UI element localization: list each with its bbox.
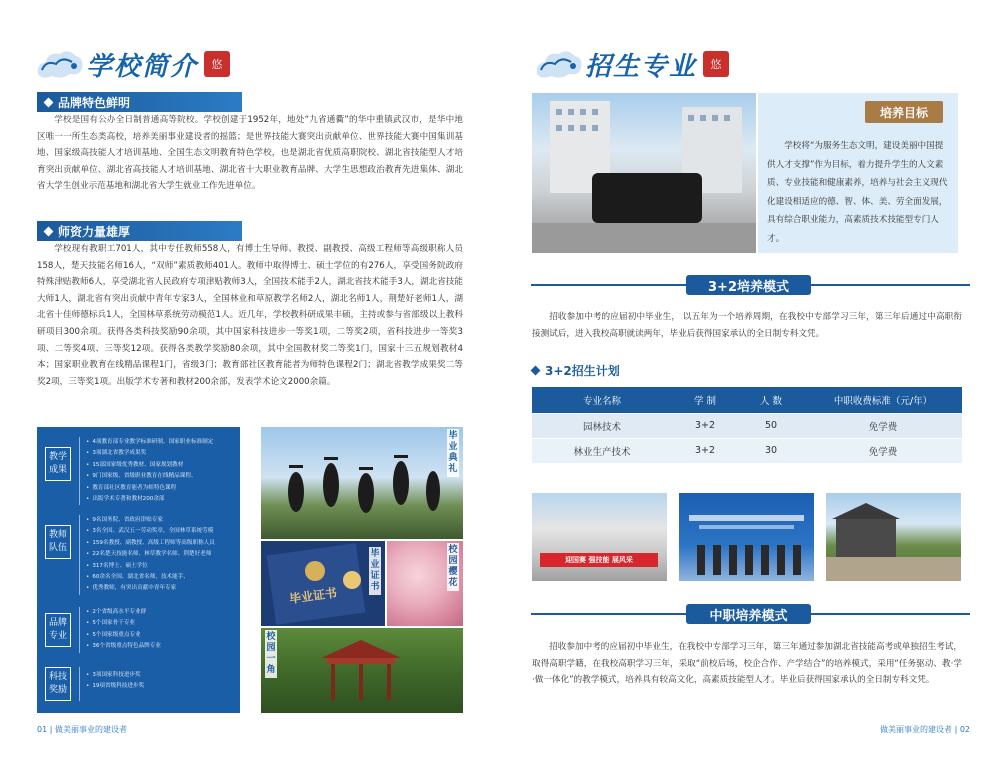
page-number: 02 (959, 725, 970, 734)
diamond-icon (531, 366, 541, 376)
mode-3plus2-header (531, 275, 970, 295)
summary-item: • 36个省级重点特色品牌专业 (86, 641, 161, 652)
ceremony-photo (679, 493, 814, 581)
summary-tag: 科技奖励 (45, 667, 71, 701)
table-cell: 3+2 (672, 438, 738, 463)
photo-label: 校园樱花 (447, 543, 459, 591)
campus-pavilion-photo (261, 628, 463, 713)
summary-item: • 3项湖北省教学成果奖 (86, 448, 213, 459)
summary-tag: 教学成果 (45, 447, 71, 481)
mode-label: 3+2培养模式 (686, 275, 811, 295)
graduates-group-photo (532, 93, 756, 253)
summary-item: • 出版学术专著和教材200余部 (86, 494, 213, 505)
right-footer: 做美丽事业的建设者 | 02 (880, 725, 970, 734)
campus-building-photo (826, 493, 961, 581)
brand-paragraph: 学校是国有公办全日制普通高等院校。学校创建于1952年，地处“九省通衢”的华中重镇武汉市，是华中地区唯一一所生态类高校，培养美丽事业建设者的摇篮；是世界技能大赛突出贡献单位、世界技能大赛中国集训基地、国家级高技能人才培训基地、全国生态文明教育特色学校，也是湖北省优质高职院校、湖北省技能型人才培育突出贡献单位、湖北省高技能人才培训基地、湖北省十大职业教育品牌、大学生思想政治教育先进集体、湖北省大学生创业示范基地和湖北省大学生就业工作先进单位。 (37, 115, 463, 192)
summary-item: • 3名全国、武汉五一劳动奖章，全国林草系统劳模 (86, 526, 215, 537)
right-page (501, 0, 1002, 768)
seal-stamp: 悠 (703, 51, 729, 77)
summary-group-teachers (45, 515, 215, 595)
competition-photo (532, 493, 667, 581)
summary-item: • 159名教授、副教授、高级工程师等高级职称人员 (86, 538, 215, 549)
goal-badge: 培养目标 (865, 101, 943, 123)
summary-item: • 22名楚天技能名师、林草教学名师、荆楚好老师 (86, 549, 215, 560)
summary-items (86, 607, 161, 653)
enrollment-plan-table (532, 387, 962, 463)
summary-box (37, 427, 240, 713)
goal-text: 学校将“为服务生态文明，建设美丽中国提供人才支撑”作为目标，着力提升学生的人文素质、专业技能和健康素养，培养与社会主义现代化建设相适应的德、智、体、美、劳全面发展，具有综合职业能力，高素质技术技能型专门人才。 (767, 141, 948, 244)
summary-group-teaching (45, 437, 213, 505)
right-title-block (533, 40, 729, 88)
photo-label: 毕业证书 (369, 547, 381, 595)
photo-label: 校园一角 (265, 630, 277, 678)
cherry-blossom-photo (387, 541, 463, 626)
page-title: 学校简介 (86, 51, 199, 82)
summary-items (86, 667, 144, 701)
summary-item: • 4项教育部专业教学标准研制、国家职业标准制定 (86, 437, 213, 448)
table-cell: 50 (738, 413, 804, 438)
table-cell: 3+2 (672, 413, 738, 438)
section-faculty-header (37, 221, 242, 241)
summary-item: • 5个国家骨干专业 (86, 618, 161, 629)
summary-item: • 9门国家级、省级职业教育在线精品课程、 (86, 471, 213, 482)
cloud-icon (533, 44, 585, 84)
summary-item: • 优秀教师，有突出贡献中青年专家 (86, 583, 215, 594)
cloud-icon (34, 44, 86, 84)
mode-label: 中职培养模式 (686, 604, 811, 624)
table-header: 人 数 (738, 387, 804, 413)
section-label: 师资力量雄厚 (58, 224, 131, 239)
table-cell: 园林技术 (532, 413, 672, 438)
table-row (532, 413, 962, 438)
mode-secondary-paragraph: 招收参加中考的应届初中毕业生，在我校中专部学习三年，第三年通过参加湖北省技能高考或单独招生考试，取得高职学籍，在我校高职学习三年，采取“前校后场，校企合作、产学结合”的培养模式，采用“任务驱动、教·学·做一体化”的教学模式，培养具有较高文化，高素质技能型人才。毕业后获得国家承认的全日制专科文凭。 (532, 642, 962, 686)
summary-items (86, 515, 215, 595)
summary-item: • 教育部社区教育能者为师特色课程 (86, 483, 213, 494)
section-label: 品牌特色鲜明 (58, 95, 131, 110)
plan-label: 3+2招生计划 (545, 364, 620, 378)
summary-group-awards (45, 667, 144, 701)
plan-heading (532, 362, 620, 379)
diploma-photo (261, 541, 385, 626)
photo-label: 毕业典礼 (447, 429, 459, 477)
table-header-row (532, 387, 962, 413)
table-cell: 免学费 (804, 438, 962, 463)
summary-tag: 教师队伍 (45, 525, 71, 559)
left-title-block (34, 40, 230, 88)
summary-items (86, 437, 213, 505)
competition-banner: 迎国赛 强技能 展风采 (540, 553, 658, 567)
summary-item: • 317名博士、硕士学位 (86, 561, 215, 572)
training-goal-box (758, 93, 958, 253)
summary-tag: 品牌专业 (45, 613, 71, 647)
seal-stamp: 悠 (204, 51, 230, 77)
summary-item: • 2个省级高水平专业群 (86, 607, 161, 618)
page-number: 01 (37, 725, 48, 734)
table-header: 中职收费标准（元/年） (804, 387, 962, 413)
summary-item: • 5个国家级重点专业 (86, 630, 161, 641)
mode-3plus2-paragraph: 招收参加中考的应届初中毕业生， 以五年为一个培养周期，在我校中专部学习三年，第三年后通过中高职衔接测试后，进入我校高职就读两年，毕业后获得国家承认的全日制专科文凭。 (532, 312, 962, 339)
footer-slogan: 做美丽事业的建设者 (54, 725, 127, 734)
mode-secondary-header (531, 604, 970, 624)
summary-item: • 9名国务院、省政府津贴专家 (86, 515, 215, 526)
table-cell: 林业生产技术 (532, 438, 672, 463)
section-brand-header (37, 92, 242, 112)
left-footer: 01 | 做美丽事业的建设者 (37, 725, 127, 734)
graduation-photo (261, 427, 463, 539)
diploma-text: 毕业证书 (288, 585, 338, 607)
table-header: 专业名称 (532, 387, 672, 413)
footer-slogan: 做美丽事业的建设者 (880, 725, 953, 734)
table-header: 学 制 (672, 387, 738, 413)
summary-item: • 15部国家级优秀教材、国家规划教材 (86, 460, 213, 471)
summary-item: • 60余名全国、湖北省名师，技术能手、 (86, 572, 215, 583)
table-cell: 30 (738, 438, 804, 463)
summary-item: • 3项国家科技进步奖 (86, 670, 144, 681)
summary-item: • 19项省级科技进步奖 (86, 681, 144, 692)
diamond-icon (44, 226, 54, 236)
table-cell: 免学费 (804, 413, 962, 438)
page-title: 招生专业 (585, 51, 698, 82)
diamond-icon (44, 97, 54, 107)
faculty-paragraph: 学校现有教职工701人，其中专任教师558人，有博士生导师、教授、副教授、高级工程师等高级职称人员158人，楚天技能名师16人，“双师”素质教师401人。教师中取得博士、硕士学位的有276人，享受国务院政府特殊津贴教师6人，享受湖北省人民政府专项津贴教师3人，全国技术能手2人，湖北省技术能手3人，湖北省技能大师1人，湖北省有突出贡献中青年专家3人，全国林业和草原教学名师2人，湖北名师1人，荆楚好老师1人，湖北省十佳师德标兵1人，全国林草系统劳动模范1人。近几年，学校教科研成果丰硕，主持或参与省部级以上教科研项目300余项。获得各类科技奖励90余项，其中国家科技进步一等奖1项，二等奖2项，省科技进步一等奖3项、二等奖4项、三等奖12项。获得各类教学奖励80余项，其中全国教材奖二等奖1门，国家十三五规划教材4本；国家职业教育在线精品课程1门，省级3门；教育部社区教育能者为师特色课程2门；湖北省教学成果奖二等奖2项，三等奖1项。出版学术专著和教材200余部，发表学术论文2000余篇。 (37, 244, 463, 387)
summary-group-majors (45, 607, 161, 653)
table-row (532, 438, 962, 463)
